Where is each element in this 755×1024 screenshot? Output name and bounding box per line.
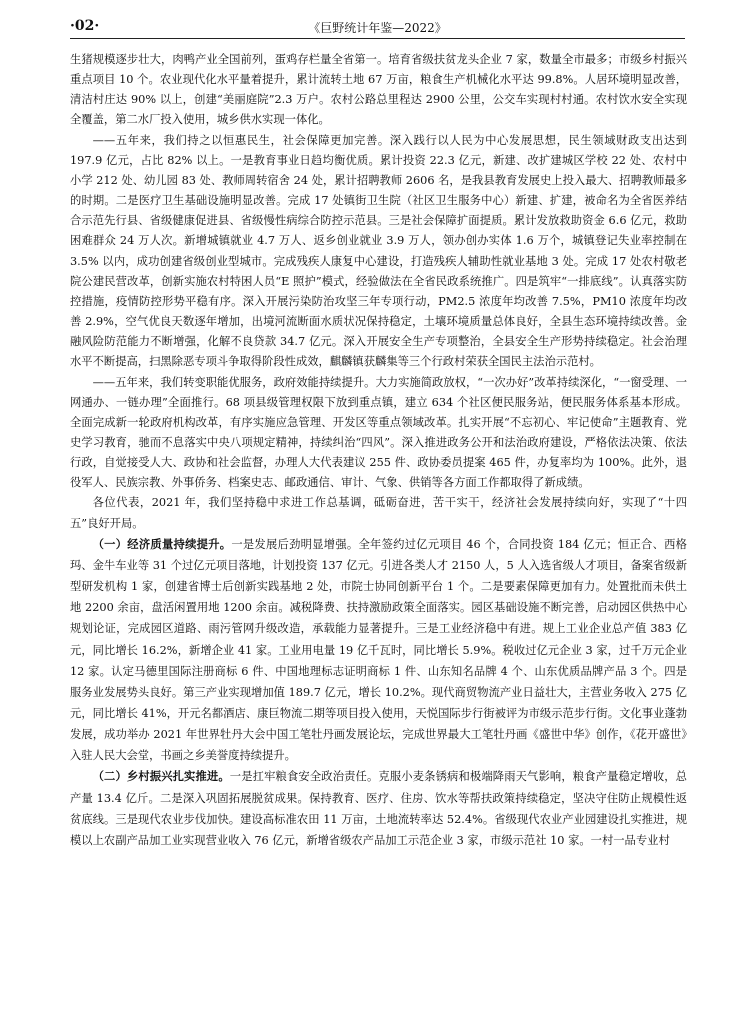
section-rural (70, 766, 687, 851)
running-title: 《巨野统计年鉴—2022》 (308, 21, 447, 35)
paragraph-government-efficiency: ——五年来，我们转变职能优服务，政府效能持续提升。大力实施简政放权，“一次办好”改革持续深化，“一窗受理、一网通办、一链办理”全面推行。68 项县级管理权限下放到重点镇，建立 634 个社区便民服务站，便民服务体系基本形成。全面完成新一轮政府机构改革，有序实施应急管理、开发区等重点领域改革。扎实开展“不忘初心、牢记使命”主题教育、党史学习教育，驰而不息落实中央八项规定精神，持续纠治“四风”。深入推进政务公开和法治政府建设，严格依法决策、依法行政，自觉接受人大、政协和社会监督，办理人大代表建议 255 件、政协委员提案 465 件，办复率均为 100%。此外，退役军人、民族宗教、外事侨务、档案史志、邮政通信、审计、气象、供销等各方面工作都取得了新成绩。 (70, 375, 687, 490)
section-economy (70, 534, 687, 767)
paragraph-social-security: ——五年来，我们持之以恒惠民生，社会保障更加完善。深入践行以人民为中心发展思想，民生领域财政支出达到 197.9 亿元，占比 82% 以上。一是教育事业日趋均衡优质。累计投资 22.3 亿元，新建、改扩建城区学校 22 处、农村中小学 212 处、幼儿园 83 处、教师周转宿舍 24 处，累计招聘教师 2606 名，是我县教育发展史上投入最大、招聘教师最多的时期。二是医疗卫生基础设施明显改善。完成 17 处镇街卫生院（社区卫生服务中心）新建、扩建，被命名为全省医养结合示范先行县、省级健康促进县、省级慢性病综合防控示范县。三是社会保障扩面提质。累计发放救助资金 6.6 亿元，救助困难群众 24 万人次。新增城镇就业 4.7 万人、返乡创业就业 3.9 万人，领办创办实体 1.6 万个，城镇登记失业率控制在 3.5% 以内，成功创建省级创业型城市。完成残疾人康复中心建设，打造残疾人辅助性就业基地 3 处。完成 17 处农村敬老院公建民营改革，创新实施农村特困人员“E 照护”模式，经验做法在全省民政系统推广。四是筑牢“一排底线”。认真落实防控措施，疫情防控形势平稳有序。深入开展污染防治攻坚三年专项行动，PM2.5 浓度年均改善 7.5%，PM10 浓度年均改善 2.9%，空气优良天数逐年增加，出境河流断面水质状况保持稳定，土壤环境质量总体良好，全县生态环境持续改善。金融风险防范能力不断增强，化解不良贷款 34.7 亿元。深入开展安全生产专项整治，全县安全生产形势持续稳定。社会治理水平不断提高，扫黑除恶专项斗争取得阶段性成效，麒麟镇获麟集等三个行政村荣获全国民主法治示范村。 (70, 133, 687, 369)
document-body (70, 50, 687, 851)
page-header (70, 18, 685, 39)
page-number: ·02· (70, 18, 100, 34)
section-text: 一是发展后劲明显增强。全年签约过亿元项目 46 个，合同投资 184 亿元；恒正合、西格玛、金牛车业等 31 个过亿元项目落地，计划投资 137 亿元。引进各类人才 2150 人，5 人入选省级人才项目，备案省级新型研发机构 1 家，创建省博士后创新实践基地 2 处，市院士协同创新平台 1 个。二是要素保障更加有力。处置批而未供土地 2200 余亩，盘活闲置用地 1200 余亩。减税降费、扶持激励政策全面落实。园区基础设施不断完善，启动园区供热中心规划论证，完成园区道路、雨污管网升级改造，承载能力显著提升。三是工业经济稳中有进。规上工业企业总产值 383 亿元，同比增长 16.2%，新增企业 41 家。工业用电量 19 亿千瓦时，同比增长 5.9%。税收过亿元企业 3 家，过千万元企业 12 家。认定马德里国际注册商标 6 件、中国地理标志证明商标 1 件、山东知名品牌 4 个、山东优质品牌产品 3 个。四是服务业发展势头良好。第三产业实现增加值 189.7 亿元，增长 10.2%。现代商贸物流产业日益壮大，主营业务收入 275 亿元，同比增长 41%，开元名都酒店、康巨物流二期等项目投入使用，天悦国际步行街被评为市级示范步行街。文化事业蓬勃发展，成功举办 2021 年世界牡丹大会中国工笔牡丹画发展论坛，完成世界最大工笔牡丹画《盛世中华》创作，《花开盛世》入驻人民大会堂，书画之乡美誉度持续提升。 (70, 537, 687, 763)
section-text: 一是扛牢粮食安全政治责任。克服小麦条锈病和极端降雨天气影响，粮食产量稳定增收，总产量 13.4 亿斤。二是深入巩固拓展脱贫成果。保持教育、医疗、住房、饮水等帮扶政策持续稳定，坚决守住防止规模性返贫底线。三是现代农业步伐加快。建设高标准农田 11 万亩，土地流转率达 52.4%。省级现代农业产业园建设扎实推进，规模以上农副产品加工业实现营业收入 76 亿元，新增省级农产品加工示范企业 3 家，市级示范社 10 家。一村一品专业村 (70, 770, 687, 847)
paragraph-2021-summary: 各位代表，2021 年，我们坚持稳中求进工作总基调，砥砺奋进，苦干实干，经济社会发展持续向好，实现了“十四五”良好开局。 (70, 496, 687, 530)
paragraph-continuation: 生猪规模逐步壮大，肉鸭产业全国前列，蛋鸡存栏量全省第一。培育省级扶贫龙头企业 7 家，数量全市最多；市级乡村振兴重点项目 10 个。农业现代化水平量着提升，累计流转土地 67 万亩，粮食生产机械化水平达 99.8%。人居环境明显改善，清洁村庄达 90% 以上，创建“美丽庭院”2.3 万户。农村公路总里程达 2900 公里，公交车实现村村通。农村饮水安全实现全覆盖，第二水厂投入使用，城乡供水实现一体化。 (70, 53, 687, 127)
section-heading: （二）乡村振兴扎实推进。 (92, 769, 230, 784)
section-heading: （一）经济质量持续提升。 (92, 536, 232, 551)
